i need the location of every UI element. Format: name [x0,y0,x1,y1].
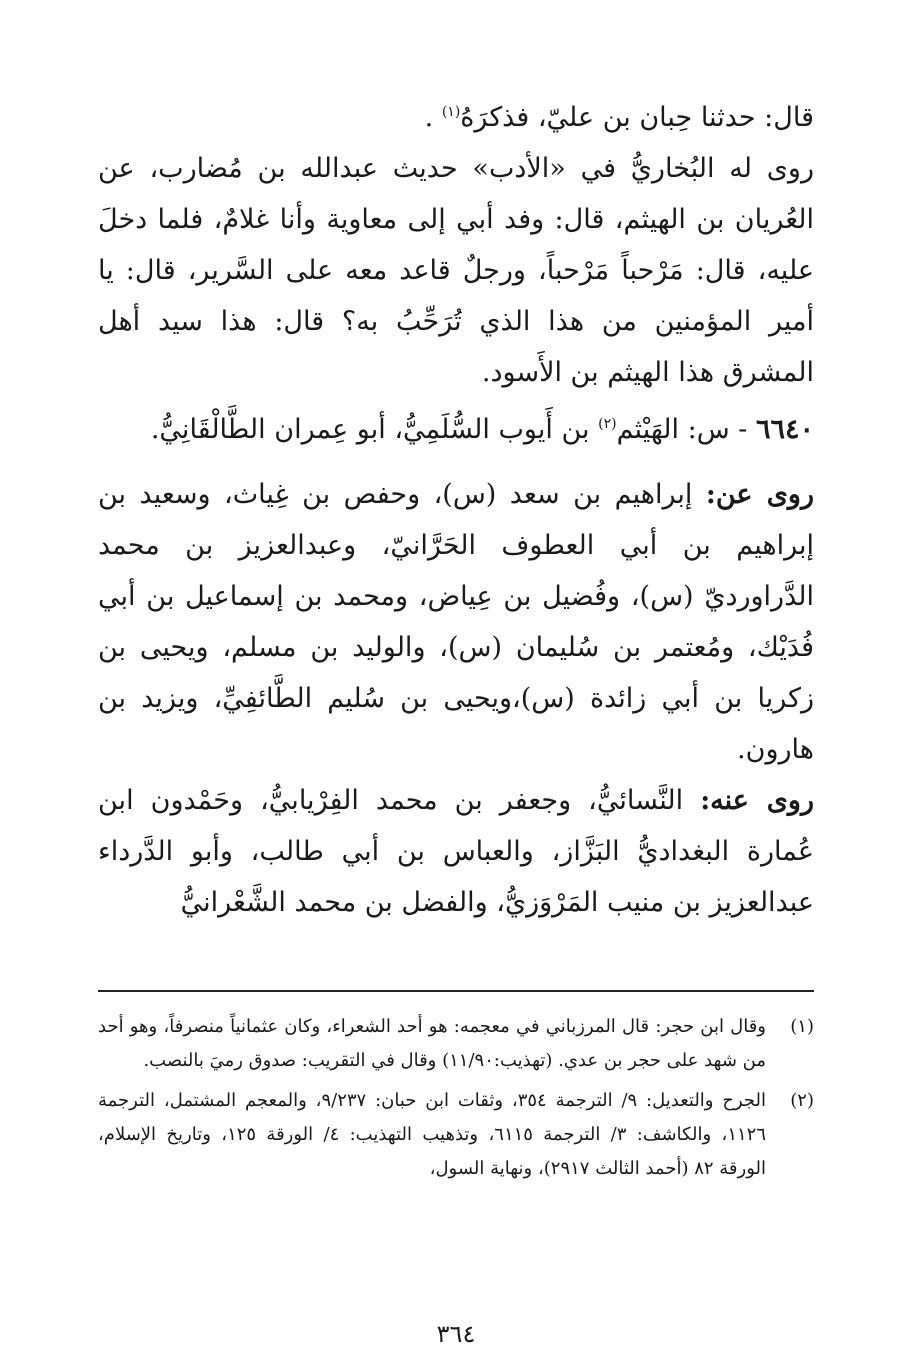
entry-heading [98,404,814,455]
footnote-divider [98,990,814,992]
footnote-text: الجرح والتعديل: ٩/ الترجمة ٣٥٤، وثقات ابن حبان: ٩/٢٣٧، والمعجم المشتمل، الترجمة ١١٢٦، والكاشف: ٣/ الترجمة ٦١١٥، وتذهيب التهذيب: ٤/ الورقة ١٢٥، وتاريخ الإسلام، الورقة ٨٢ (أحمد الثالث ٢٩١٧)، ونهاية السول، [98,1090,766,1179]
intro-line: قال: حدثنا حِبان بن عليّ، فذكرَهُ [460,102,814,133]
entry-dash: - [738,414,748,445]
entry-rest: بن أَيوب السُّلَمِيُّ، أبو عِمران الطَّالْقَانِيُّ. [150,414,590,445]
entry-name: الهَيْثم [616,414,680,445]
narrated-by-text: النَّسائيُّ، وجعفر بن محمد الفِرْيابيُّ، وحَمْدون ابن عُمارة البغداديُّ البَزَّاز، والعباس بن أبي طالب، وأبو الدَّرداء عبدالعزيز بن منيب المَرْوَزيُّ، والفضل بن محمد الشَّعْرانيُّ [98,785,814,918]
narrated-by-paragraph [98,775,814,928]
intro-end: . [424,102,434,133]
bukhari-paragraph: روى له البُخاريُّ في «الأدب» حديث عبدالله بن مُضارب، عن العُريان بن الهيثم، قال: وفد أبي إلى معاوية وأنا غلامٌ، فلما دخلَ عليه، قال: مَرْحباً مَرْحباً، ورجلٌ قاعد معه على السَّرير، قال: يا أمير المؤمنين من هذا الذي تُرَحِّبُ به؟ قال: هذا سيد أهل المشرق هذا الهيثم بن الأَسود. [98,153,814,388]
narrated-from-label: روى عن: [705,479,814,510]
narrated-from-paragraph [98,469,814,775]
footnote-ref-2[interactable]: (٢) [598,416,617,432]
footnote-ref-1[interactable]: (١) [441,104,461,120]
footnote [98,1010,814,1078]
footnote-text: وقال ابن حجر: قال المرزباني في معجمه: هو أحد الشعراء، وكان عثمانياً منصرفاً، وهو أحد من شهد على حجر بن عدي. (تهذيب:١١/٩٠) وقال في التقريب: صدوق رميَ بالنصب. [98,1016,766,1071]
narrated-by-label: روى عنه: [700,785,814,816]
intro-paragraph [98,92,814,143]
footnote [98,1084,814,1186]
footnote-number: (٢) [790,1090,814,1111]
entry-symbol: س: [687,414,730,445]
page-number: ٣٦٤ [436,1320,476,1348]
book-page [98,92,814,1348]
narrated-from-text: إبراهيم بن سعد (س)، وحفص بن غِياث، وسعيد بن إبراهيم بن أبي العطوف الحَرَّانيّ، وعبدالعزيز بن محمد الدَّراورديّ (س)، وفُضيل بن عِياض، ومحمد بن إسماعيل بن أبي فُدَيْك، ومُعتمر بن سُليمان (س)، والوليد بن مسلم، ويحيى بن زكريا بن أبي زائدة (س)،ويحيى بن سُليم الطَّائفِيِّ، ويزيد بن هارون. [98,479,814,765]
footnote-number: (١) [790,1016,814,1037]
main-text [98,92,814,928]
footnotes [98,1010,814,1192]
entry-number: ٦٦٤٠ [755,414,814,445]
